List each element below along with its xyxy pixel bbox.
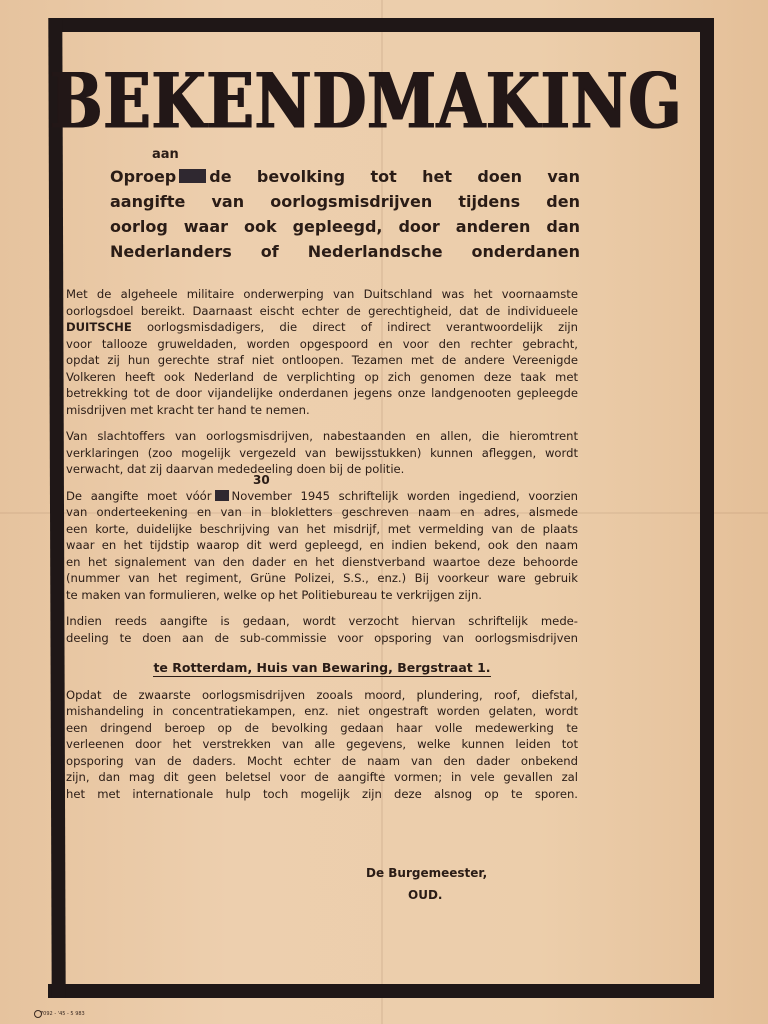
paragraph-2: Van slachtoffers van oorlogsmisdrijven, nabestaanden en allen, die hieromtrent verklaringen (zoo mogelijk vergezeld van bewijsstukken) kunnen afleggen, wordt verwacht, dat zij daarvan mededeeling doen bij de politie. — [66, 429, 578, 476]
subtitle-oproep — [110, 147, 580, 264]
signature-block — [366, 862, 566, 906]
oproep-line-2: aangifte van oorlogsmisdrijven tijdens den — [110, 192, 580, 211]
border-bottom — [48, 984, 714, 998]
handwritten-correction-aan: aan — [152, 147, 179, 162]
oproep-line-4: Nederlanders of Nederlandsche onderdanen — [110, 242, 580, 261]
border-top — [56, 18, 702, 32]
printer-code: 7092 - '45 - 5 983 — [40, 1011, 85, 1017]
redaction-block-date — [215, 490, 229, 501]
redaction-block — [179, 169, 206, 183]
poster-title: BEKENDMAKING — [50, 56, 683, 146]
handwritten-correction-date: 30 — [253, 472, 270, 487]
oproep-line-1: aan Oproep de bevolking tot het doen van — [110, 164, 580, 189]
poster-body — [66, 286, 578, 812]
paragraph-5: Opdat de zwaarste oorlogsmisdrijven zooals moord, plundering, roof, diefstal, mishandeling in concentratiekampen, enz. niet ongestraft worden gelaten, wordt een dringend beroep op de bevolking gedaan haar volle medewerking te verleenen door het verstrekken van alle gegevens, welke kunnen leiden tot opsporing van de daders. Mocht echter de naam van den dader onbekend zijn, dan mag dit geen beletsel voor de aangifte vormen; in vele gevallen zal het met internationale hulp toch mogelijk zijn deze alsnog op te sporen. — [66, 687, 578, 801]
oproep-line-3: oorlog waar ook gepleegd, door anderen dan — [110, 217, 580, 236]
bold-duitsche: DUITSCHE — [66, 320, 132, 334]
border-right — [700, 18, 714, 998]
paragraph-3: 30 De aangifte moet vóór November 1945 schriftelijk worden ingediend, voorzien van onderteekening en van in blokletters geschreven naam en adres, alsmede een korte, duidelijke beschrijving van het misdrijf, met vermelding van de plaats waar en het tijdstip waarop dit werd gepleegd, en indien bekend, ook den naam en het signalement van den dader en het dienstverband waartoe deze behoorde (nummer van het regiment, Grüne Polizei, S.S., enz.) Bij voorkeur ware gebruik te maken van formulieren, welke op het Politiebureau te verkrijgen zijn. — [66, 472, 578, 602]
signature-role: De Burgemeester, — [366, 866, 488, 880]
paragraph-1: Met de algeheele militaire onderwerping van Duitschland was het voornaamste oorlogsdoel bereikt. Daarnaast eischt echter de gerechtigheid, dat de individueele DUITSCHE oorlogsmisdadigers, die direct of indirect verantwoordelijk zijn voor tallooze gruweldaden, worden opgespoord en voor den rechter gebracht, opdat zij hun gerechte straf niet ontloopen. Tezamen met de andere Vereenigde Volkeren heeft ook Nederland de verplichting op zich genomen deze taak met betrekking tot de door vijandelijke onderdanen jegens onze landgenooten gepleegde misdrijven met kracht ter hand te nemen. — [66, 287, 578, 417]
signature-name: OUD. — [408, 888, 443, 902]
paragraph-4: Indien reeds aangifte is gedaan, wordt verzocht hiervan schriftelijk mede- deeling te doen aan de sub-commissie voor opsporing van oorlogsmisdrijven — [66, 614, 578, 645]
address-line: te Rotterdam, Huis van Bewaring, Bergstraat 1. — [153, 660, 491, 675]
